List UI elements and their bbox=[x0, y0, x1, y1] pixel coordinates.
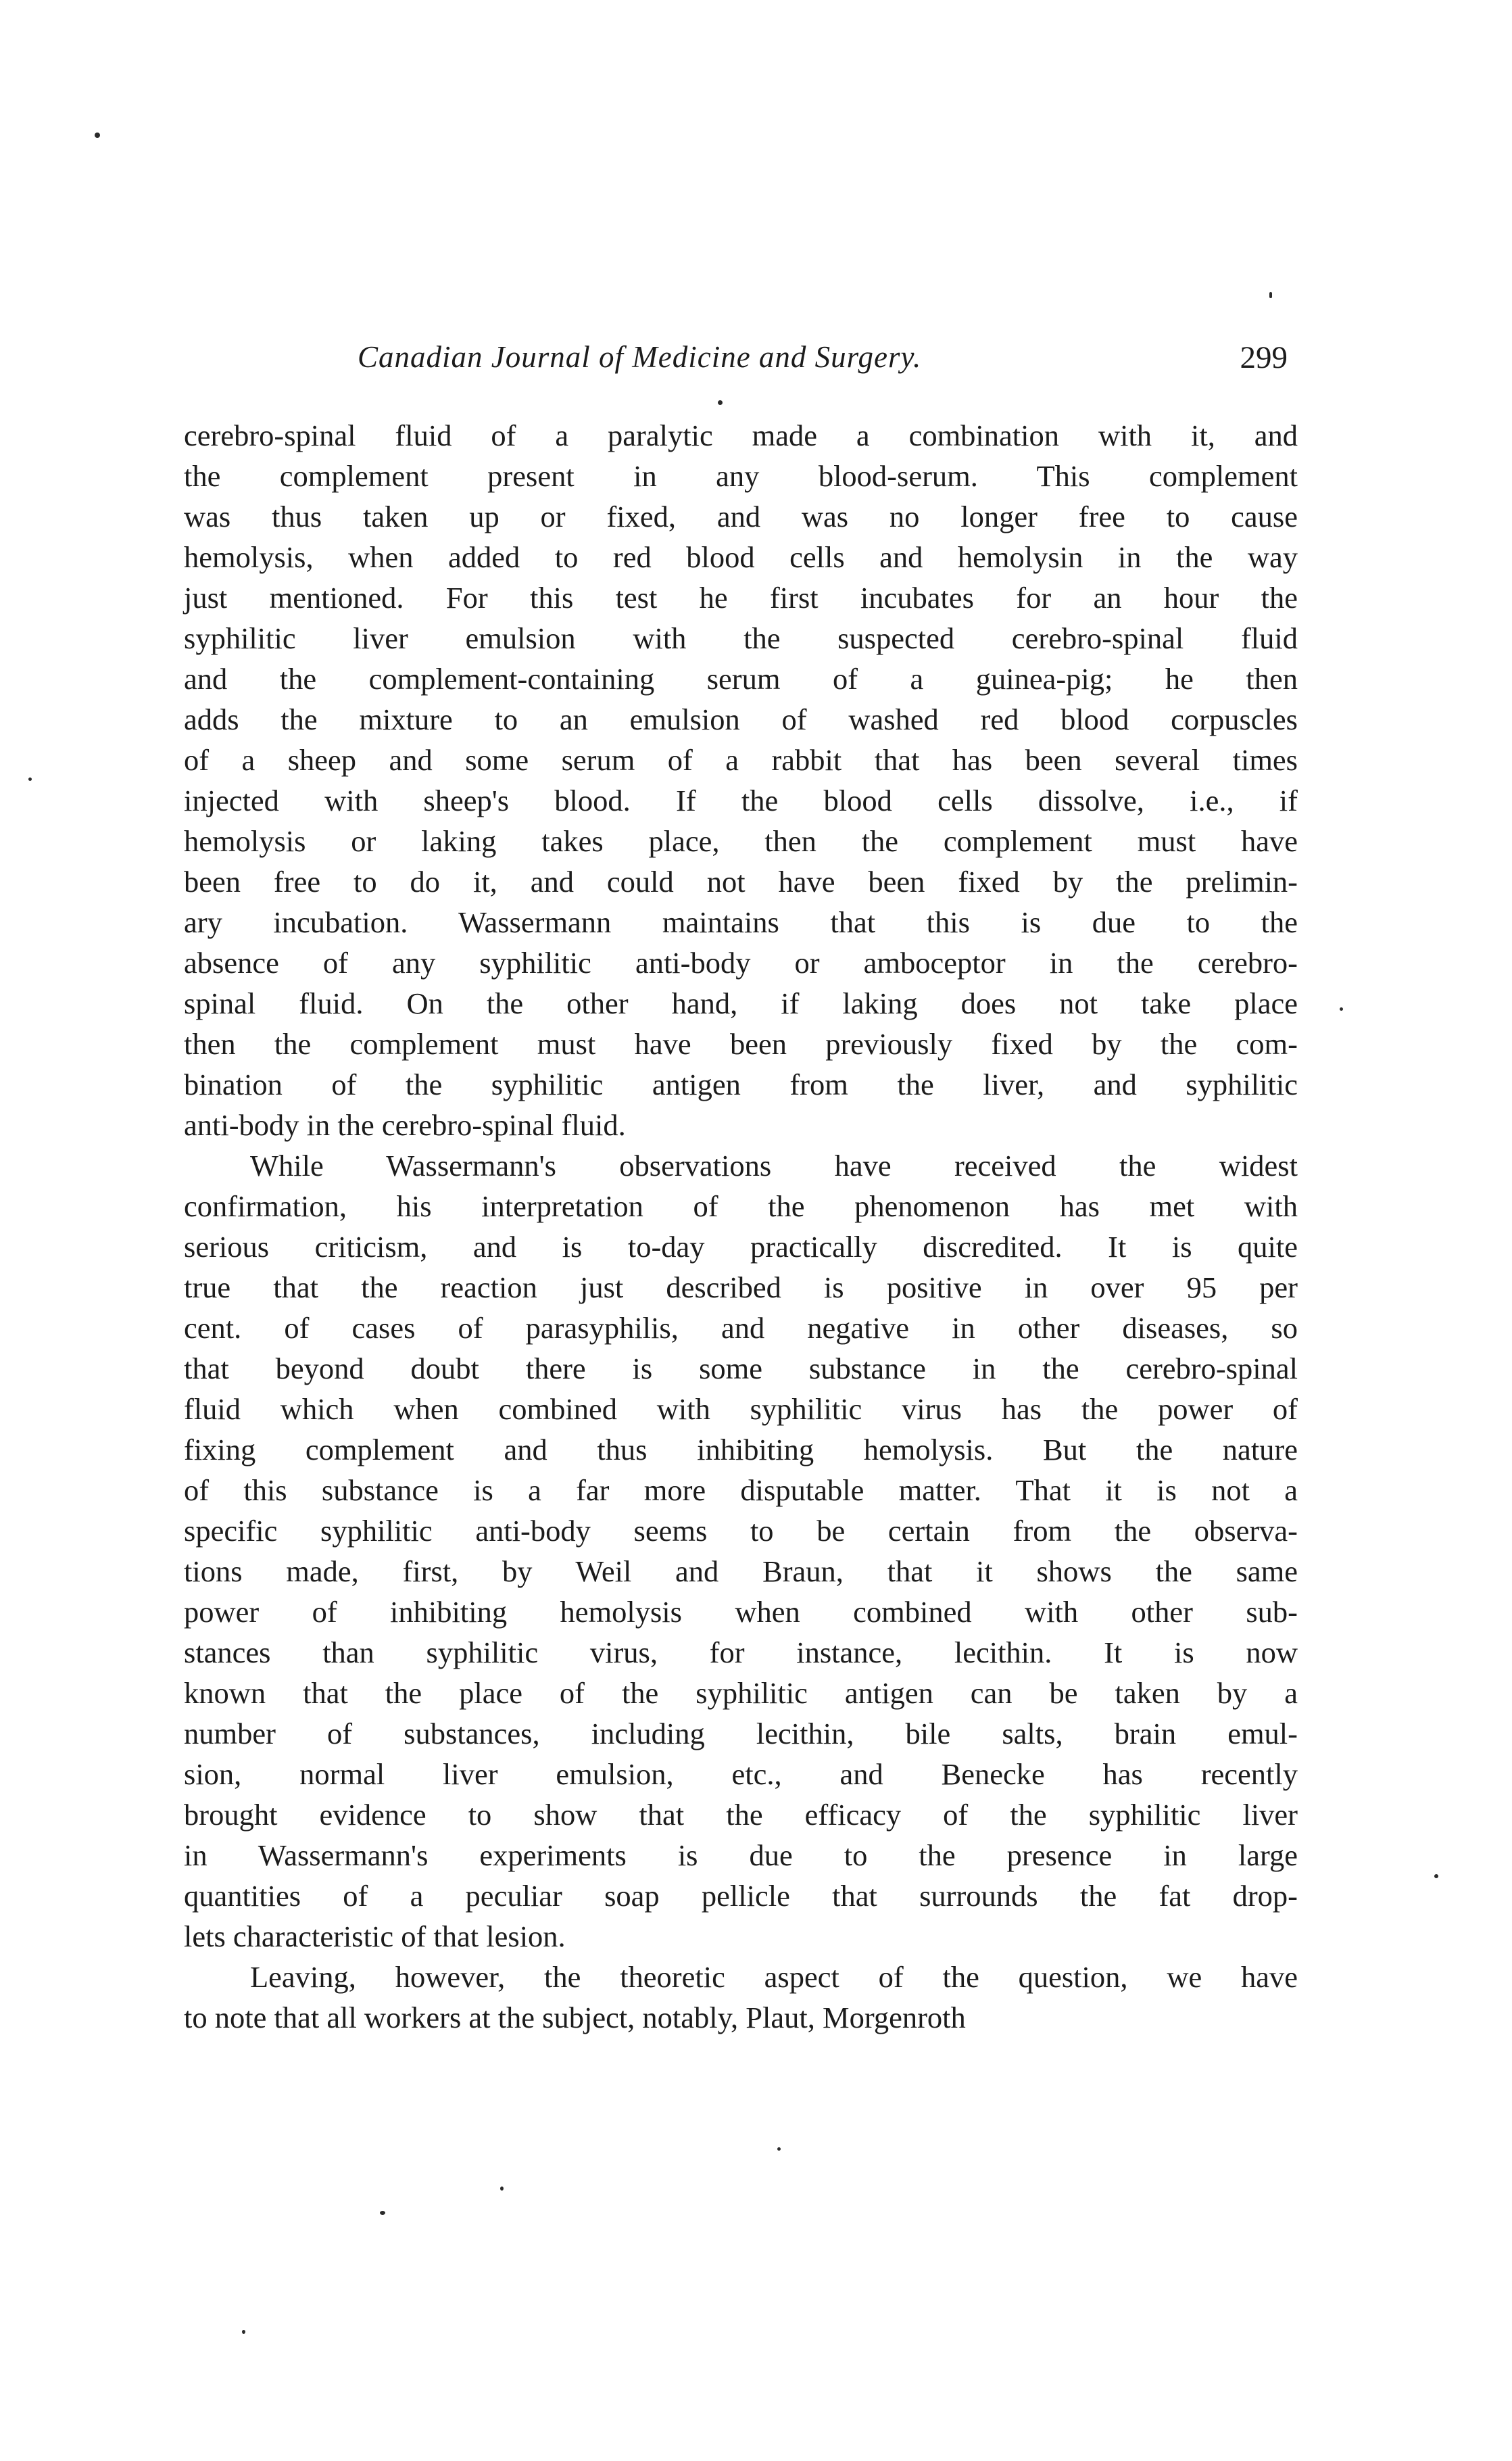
text-line: true that the reaction just described is positive in over 95 per bbox=[184, 1270, 1298, 1304]
text-line: absence of any syphilitic anti-body or amboceptor in the cerebro- bbox=[184, 946, 1298, 980]
text-line: bination of the syphilitic antigen from the liver, and syphilitic bbox=[184, 1068, 1298, 1101]
text-line: of this substance is a far more disputable matter. That it is not a bbox=[184, 1473, 1298, 1507]
paragraph bbox=[184, 415, 1298, 1145]
text-line: ary incubation. Wassermann maintains that this is due to the bbox=[184, 905, 1298, 939]
text-line: While Wassermann's observations have received the widest bbox=[250, 1149, 1298, 1182]
text-line: cent. of cases of parasyphilis, and negative in other diseases, so bbox=[184, 1311, 1298, 1345]
text-line: serious criticism, and is to-day practically discredited. It is quite bbox=[184, 1230, 1298, 1264]
text-line: the complement present in any blood-serum. This complement bbox=[184, 459, 1298, 493]
text-line: fixing complement and thus inhibiting hemolysis. But the nature bbox=[184, 1433, 1298, 1466]
text-line: lets characteristic of that lesion. bbox=[184, 1919, 566, 1953]
text-line: specific syphilitic anti-body seems to be certain from the observa- bbox=[184, 1514, 1298, 1548]
text-line: brought evidence to show that the efficacy of the syphilitic liver bbox=[184, 1798, 1298, 1832]
text-line: then the complement must have been previously fixed by the com- bbox=[184, 1027, 1298, 1061]
scan-speck bbox=[95, 133, 100, 138]
scan-speck bbox=[28, 778, 32, 781]
page-number: 299 bbox=[1240, 340, 1288, 375]
text-line: stances than syphilitic virus, for instance, lecithin. It is now bbox=[184, 1635, 1298, 1669]
text-line: that beyond doubt there is some substance in the cerebro-spinal bbox=[184, 1352, 1298, 1385]
text-line: been free to do it, and could not have been fixed by the prelimin- bbox=[184, 865, 1298, 899]
running-title: Canadian Journal of Medicine and Surgery. bbox=[358, 340, 922, 374]
scan-speck bbox=[1434, 1874, 1438, 1878]
text-line: of a sheep and some serum of a rabbit that has been several times bbox=[184, 743, 1298, 777]
text-line: number of substances, including lecithin, bile salts, brain emul- bbox=[184, 1717, 1298, 1750]
paragraph bbox=[184, 1957, 1298, 2038]
scan-speck bbox=[242, 2330, 245, 2334]
text-line: was thus taken up or fixed, and was no longer free to cause bbox=[184, 500, 1298, 533]
scan-speck bbox=[1269, 292, 1272, 298]
text-line: Leaving, however, the theoretic aspect of the question, we have bbox=[250, 1960, 1298, 1994]
running-header bbox=[186, 339, 1288, 387]
text-line: spinal fluid. On the other hand, if laking does not take place bbox=[184, 986, 1298, 1020]
body-text bbox=[184, 415, 1298, 2038]
text-line: cerebro-spinal fluid of a paralytic made a combination with it, and bbox=[184, 419, 1298, 452]
text-line: hemolysis or laking takes place, then the complement must have bbox=[184, 824, 1298, 858]
text-line: and the complement-containing serum of a guinea-pig; he then bbox=[184, 662, 1298, 696]
text-line: hemolysis, when added to red blood cells and hemolysin in the way bbox=[184, 540, 1298, 574]
text-line: confirmation, his interpretation of the phenomenon has met with bbox=[184, 1189, 1298, 1223]
text-line: injected with sheep's blood. If the blood cells dissolve, i.e., if bbox=[184, 784, 1298, 817]
scan-speck bbox=[500, 2187, 504, 2191]
text-line: just mentioned. For this test he first incubates for an hour the bbox=[184, 581, 1298, 615]
scan-speck bbox=[380, 2211, 385, 2215]
scan-speck bbox=[1340, 1007, 1343, 1011]
text-line: tions made, first, by Weil and Braun, that it shows the same bbox=[184, 1554, 1298, 1588]
text-line: fluid which when combined with syphilitic virus has the power of bbox=[184, 1392, 1298, 1426]
paragraph bbox=[184, 1145, 1298, 1957]
text-line: sion, normal liver emulsion, etc., and Benecke has recently bbox=[184, 1757, 1298, 1791]
text-line: quantities of a peculiar soap pellicle that surrounds the fat drop- bbox=[184, 1879, 1298, 1913]
text-line: to note that all workers at the subject, notably, Plaut, Morgenroth bbox=[184, 2001, 966, 2034]
text-line: known that the place of the syphilitic antigen can be taken by a bbox=[184, 1676, 1298, 1710]
text-line: in Wassermann's experiments is due to the presence in large bbox=[184, 1838, 1298, 1872]
text-line: adds the mixture to an emulsion of washed red blood corpuscles bbox=[184, 702, 1298, 736]
text-line: anti-body in the cerebro-spinal fluid. bbox=[184, 1108, 626, 1142]
scan-speck bbox=[718, 400, 723, 405]
text-line: power of inhibiting hemolysis when combined with other sub- bbox=[184, 1595, 1298, 1629]
text-line: syphilitic liver emulsion with the suspected cerebro-spinal fluid bbox=[184, 621, 1298, 655]
scan-speck bbox=[777, 2147, 781, 2151]
